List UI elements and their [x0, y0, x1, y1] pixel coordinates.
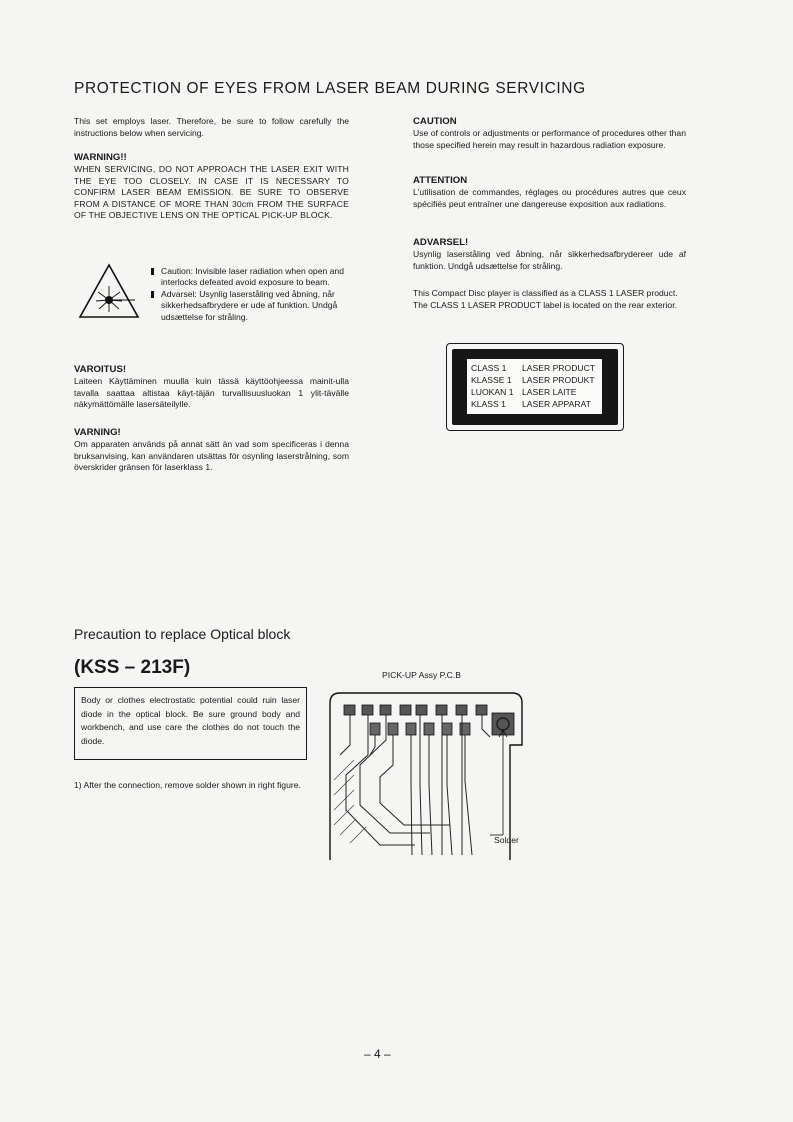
caution-section [413, 116, 686, 151]
laser-product-label [446, 343, 624, 431]
varoitus-heading: VAROITUS! [74, 364, 127, 375]
laser-note-advarsel: Advarsel: Usynlig laserståling ved åbning, når sikkerhedsafbrydere er ude af funktion. Undgå udsættelse for stråling. [150, 289, 349, 323]
model-number: (KSS – 213F) [74, 657, 191, 678]
varoitus-section [74, 364, 349, 411]
varoitus-text: Laiteen Käyttäminen muulla kuin tässä käyttöohjeessa mainit-ulla tavalla saattaa altistaa käyt-täjän turvallisuusluokan 1 ylit-tävälle näkymättömälle lasersäteilylle. [74, 376, 349, 410]
warning-text: WHEN SERVICING, DO NOT APPROACH THE LASER EXIT WITH THE EYE TOO CLOSELY. IN CASE IT IS NECESSARY TO CONFIRM LASER BEAM EMISSION. BE SURE TO OBSERVE FROM A DISTANCE OF MORE THAN 30cm FROM THE SURFACE OF THE OBJECTIVE LENS ON THE OPTICAL PICK-UP BLOCK. [74, 164, 349, 221]
label-row: LUOKAN 1 LASER LAITE [471, 387, 577, 397]
label-row: KLASS 1 LASER APPARAT [471, 399, 591, 409]
varning-section [74, 427, 349, 474]
advarsel-text: Usynlig laserståling ved åbning, når sikkerhedsafbrydereer ude af funktion. Undgå udsættelse for stråling. [413, 249, 686, 271]
varning-heading: VARNING! [74, 427, 121, 438]
laser-note-caution: Caution: Invisible laser radiation when open and interlocks defeated avoid exposure to beam. [150, 266, 349, 289]
attention-heading: ATTENTION [413, 175, 468, 186]
class-info-line-2: The CLASS 1 LASER PRODUCT label is located on the rear exterior. [413, 299, 677, 310]
laser-label-text [467, 359, 602, 414]
laser-warning-icon [77, 262, 141, 320]
laser-notes [150, 266, 349, 323]
page-number: – 4 – [364, 1047, 391, 1061]
attention-section [413, 175, 686, 210]
electrostatic-notice: Body or clothes electrostatic potential could ruin laser diode in the optical block. Be sure ground body and workbench, and use care the clothes do not touch the diode. [74, 687, 307, 760]
label-row: KLASSE 1 LASER PRODUKT [471, 375, 595, 385]
step-1-instruction: 1) After the connection, remove solder shown in right figure. [74, 780, 301, 790]
intro-text: This set employs laser. Therefore, be sure to follow carefully the instructions below when servicing. [74, 116, 349, 138]
caution-text: Use of controls or adjustments or performance of procedures other than those specified herein may result in hazardous radiation exposure. [413, 128, 686, 150]
attention-text: L'utilisation de commandes, réglages ou procédures autres que ceux spécifiés peut entraîner une dangereuse exposition aux radiations. [413, 187, 686, 209]
pickup-pcb-diagram [320, 685, 540, 860]
varning-text: Om apparaten används på annat sätt än vad som specificeras i denna bruksanvising, kan användaren utsättas för osynling laserstrålning, som överskrider gränsen för laserklass 1. [74, 439, 349, 473]
precaution-title: Precaution to replace Optical block [74, 626, 291, 642]
label-row: CLASS 1 LASER PRODUCT [471, 363, 596, 373]
class-info [413, 288, 686, 311]
solder-label: Solder [494, 835, 519, 845]
warning-heading: WARNING!! [74, 152, 127, 163]
pcb-figure-title: PICK-UP Assy P.C.B [382, 670, 461, 680]
class-info-line-1: This Compact Disc player is classified as a CLASS 1 LASER product. [413, 288, 678, 298]
caution-heading: CAUTION [413, 116, 457, 127]
page-title: PROTECTION OF EYES FROM LASER BEAM DURING SERVICING [74, 80, 586, 97]
advarsel-section [413, 237, 686, 272]
warning-section [74, 152, 349, 222]
advarsel-heading: ADVARSEL! [413, 237, 469, 248]
